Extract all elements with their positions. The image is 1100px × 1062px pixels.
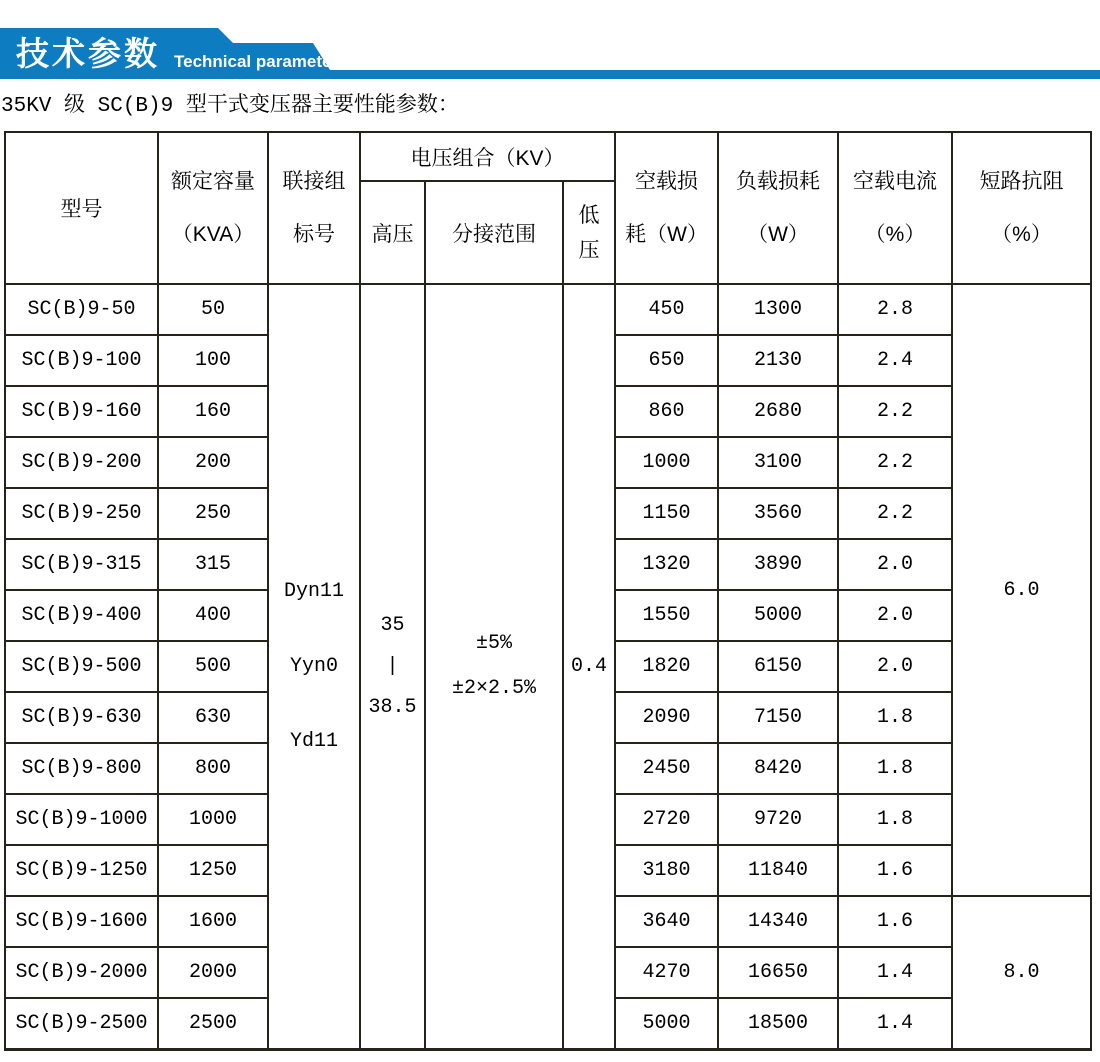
cell-no-load-loss: 1000 — [615, 437, 718, 488]
col-header-model-label: 型号 — [60, 198, 103, 221]
cell-no-load-loss: 1820 — [615, 641, 718, 692]
tap-range-line: ±5% — [475, 632, 512, 656]
cell-no-load-loss: 2090 — [615, 692, 718, 743]
page-heading: 35KV 级 SC(B)9 型干式变压器主要性能参数： — [1, 95, 459, 118]
cell-tap-range — [425, 284, 563, 1049]
cell-no-load-loss: 2720 — [615, 794, 718, 845]
cell-kva: 1250 — [158, 845, 268, 896]
cell-load-loss: 14340 — [718, 896, 838, 947]
cell-load-loss: 7150 — [718, 692, 838, 743]
cell-model: SC(B)9-1250 — [5, 845, 158, 896]
col-header-impedance-line1: 短路抗阻 — [979, 170, 1064, 193]
col-header-no-load-current-line1: 空载电流 — [853, 170, 938, 193]
cell-no-load-current: 2.0 — [838, 590, 952, 641]
cell-no-load-current: 1.8 — [838, 743, 952, 794]
cell-kva: 250 — [158, 488, 268, 539]
cell-load-loss: 3560 — [718, 488, 838, 539]
vector-group-line: Yd11 — [289, 729, 338, 753]
col-header-impedance-line2: （%） — [991, 223, 1052, 246]
cell-model: SC(B)9-50 — [5, 284, 158, 335]
col-header-load-loss-line2: （W） — [747, 223, 809, 246]
cell-kva: 1600 — [158, 896, 268, 947]
cell-no-load-current: 2.8 — [838, 284, 952, 335]
cell-no-load-loss: 3180 — [615, 845, 718, 896]
cell-no-load-loss: 1550 — [615, 590, 718, 641]
vector-group-line: Yyn0 — [289, 654, 338, 678]
cell-kva: 1000 — [158, 794, 268, 845]
cell-load-loss: 3890 — [718, 539, 838, 590]
cell-load-loss: 9720 — [718, 794, 838, 845]
cell-load-loss: 16650 — [718, 947, 838, 998]
section-banner — [0, 0, 1100, 82]
cell-kva: 2000 — [158, 947, 268, 998]
cell-no-load-loss: 860 — [615, 386, 718, 437]
cell-load-loss: 8420 — [718, 743, 838, 794]
cell-model: SC(B)9-315 — [5, 539, 158, 590]
cell-kva: 800 — [158, 743, 268, 794]
hv-voltage-line: 38.5 — [368, 695, 417, 719]
cell-load-loss: 2680 — [718, 386, 838, 437]
cell-load-loss: 6150 — [718, 641, 838, 692]
cell-model: SC(B)9-1600 — [5, 896, 158, 947]
col-header-no-load-loss-line2: 耗（W） — [625, 223, 708, 246]
vector-group-line: Dyn11 — [283, 579, 344, 603]
header-row-1 — [5, 132, 1091, 181]
cell-lv-voltage: 0.4 — [563, 284, 615, 1049]
cell-no-load-current: 1.4 — [838, 998, 952, 1049]
cell-no-load-loss: 1150 — [615, 488, 718, 539]
cell-model: SC(B)9-100 — [5, 335, 158, 386]
cell-model: SC(B)9-2000 — [5, 947, 158, 998]
col-header-no-load-current — [838, 132, 952, 284]
hv-voltage-line: 35 — [380, 613, 405, 637]
cell-no-load-current: 2.0 — [838, 539, 952, 590]
cell-model: SC(B)9-200 — [5, 437, 158, 488]
col-header-vector-group — [268, 132, 360, 284]
col-header-capacity — [158, 132, 268, 284]
cell-load-loss: 18500 — [718, 998, 838, 1049]
cell-kva: 100 — [158, 335, 268, 386]
cell-model: SC(B)9-2500 — [5, 998, 158, 1049]
col-header-no-load-current-line2: （%） — [864, 223, 926, 246]
col-header-vector-line2: 标号 — [293, 223, 335, 246]
col-header-vector-line1: 联接组 — [282, 170, 346, 193]
cell-no-load-current: 2.2 — [838, 437, 952, 488]
hv-voltage-line: | — [386, 654, 399, 678]
cell-model: SC(B)9-160 — [5, 386, 158, 437]
col-header-capacity-line1: 额定容量 — [171, 170, 255, 193]
col-header-model — [5, 132, 158, 284]
tap-range-line: ±2×2.5% — [451, 677, 536, 701]
cell-load-loss: 11840 — [718, 845, 838, 896]
col-header-lv-line2: 压 — [578, 238, 600, 262]
cell-kva: 500 — [158, 641, 268, 692]
cell-no-load-current: 2.2 — [838, 386, 952, 437]
col-header-lv-line1: 低 — [578, 203, 600, 227]
cell-kva: 2500 — [158, 998, 268, 1049]
cell-no-load-loss: 5000 — [615, 998, 718, 1049]
cell-model: SC(B)9-400 — [5, 590, 158, 641]
cell-kva: 315 — [158, 539, 268, 590]
cell-model: SC(B)9-500 — [5, 641, 158, 692]
cell-no-load-loss: 3640 — [615, 896, 718, 947]
col-header-capacity-line2: （KVA） — [171, 223, 255, 246]
cell-load-loss: 2130 — [718, 335, 838, 386]
col-header-tap-range — [425, 181, 563, 284]
cell-model: SC(B)9-1000 — [5, 794, 158, 845]
cell-no-load-current: 2.2 — [838, 488, 952, 539]
cell-no-load-loss: 450 — [615, 284, 718, 335]
spec-table — [4, 131, 1092, 1051]
col-header-voltage-combo-label: 电压组合（KV） — [410, 146, 565, 170]
cell-load-loss: 5000 — [718, 590, 838, 641]
cell-kva: 160 — [158, 386, 268, 437]
cell-model: SC(B)9-800 — [5, 743, 158, 794]
cell-no-load-current: 1.6 — [838, 845, 952, 896]
col-header-hv-label: 高压 — [371, 222, 414, 246]
cell-no-load-loss: 4270 — [615, 947, 718, 998]
cell-model: SC(B)9-630 — [5, 692, 158, 743]
banner-ribbon-shape — [0, 0, 1100, 82]
cell-no-load-current: 2.0 — [838, 641, 952, 692]
cell-impedance-6: 6.0 — [952, 284, 1091, 896]
cell-model: SC(B)9-250 — [5, 488, 158, 539]
cell-kva: 400 — [158, 590, 268, 641]
col-header-voltage-combo — [360, 132, 615, 181]
table-row — [5, 284, 1091, 335]
cell-no-load-current: 1.4 — [838, 947, 952, 998]
cell-load-loss: 3100 — [718, 437, 838, 488]
cell-vector-group — [268, 284, 360, 1049]
cell-no-load-loss: 650 — [615, 335, 718, 386]
cell-no-load-current: 2.4 — [838, 335, 952, 386]
col-header-load-loss-line1: 负载损耗 — [736, 170, 821, 193]
cell-no-load-loss: 1320 — [615, 539, 718, 590]
banner-subtitle-en: Technical parameter — [174, 52, 339, 71]
col-header-impedance — [952, 132, 1091, 284]
cell-no-load-loss: 2450 — [615, 743, 718, 794]
cell-kva: 630 — [158, 692, 268, 743]
cell-no-load-current: 1.8 — [838, 692, 952, 743]
cell-no-load-current: 1.6 — [838, 896, 952, 947]
col-header-lv — [563, 181, 615, 284]
col-header-no-load-loss — [615, 132, 718, 284]
col-header-hv — [360, 181, 425, 284]
col-header-tap-range-label: 分接范围 — [452, 222, 536, 246]
cell-load-loss: 1300 — [718, 284, 838, 335]
cell-impedance-8: 8.0 — [952, 896, 1091, 1049]
banner-title: 技术参数 — [16, 35, 160, 72]
col-header-no-load-loss-line1: 空载损 — [635, 170, 699, 193]
col-header-load-loss — [718, 132, 838, 284]
cell-kva: 50 — [158, 284, 268, 335]
cell-hv-voltage — [360, 284, 425, 1049]
cell-kva: 200 — [158, 437, 268, 488]
cell-no-load-current: 1.8 — [838, 794, 952, 845]
